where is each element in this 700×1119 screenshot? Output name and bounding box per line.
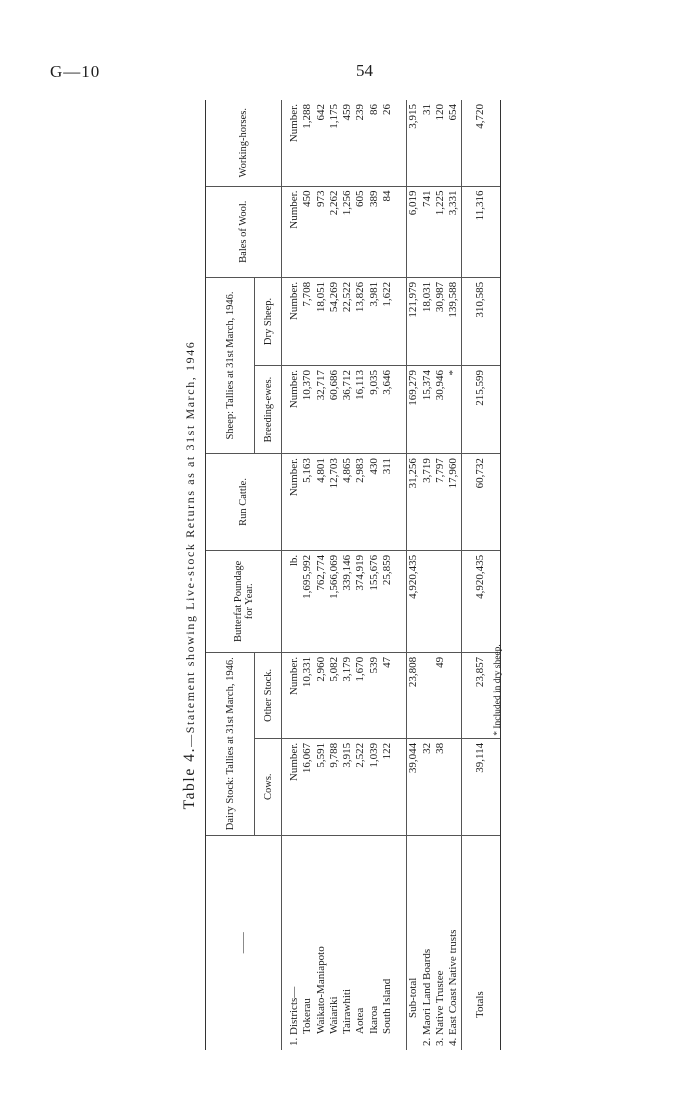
row-label: Aotea bbox=[354, 1007, 367, 1034]
table-cell: 2,983 bbox=[354, 454, 367, 551]
table-cell: 5,163 bbox=[301, 454, 314, 551]
table-cell: 18,031 bbox=[421, 277, 434, 365]
table-cell: 4,865 bbox=[341, 454, 354, 551]
table-cell: 10,370 bbox=[301, 365, 314, 453]
unit-cell: Number. bbox=[282, 186, 302, 277]
table-cell: 9,035 bbox=[368, 365, 381, 453]
table-cell: 4,801 bbox=[315, 454, 328, 551]
table-cell: 121,979 bbox=[407, 277, 421, 365]
table-cell: 310,585 bbox=[461, 277, 500, 365]
table-cell: 7,708 bbox=[301, 277, 314, 365]
header-sheep-group: Sheep: Tallies at 31st March, 1946. bbox=[206, 277, 255, 453]
row-label: Waiariki bbox=[327, 996, 340, 1034]
table-cell: 49 bbox=[434, 652, 447, 738]
table-cell: 31 bbox=[421, 100, 434, 186]
header-butterfat: Butterfat Poundage for Year. bbox=[206, 550, 282, 652]
rotated-table-block bbox=[175, 100, 520, 1050]
table-row bbox=[282, 100, 302, 1050]
table-cell: 605 bbox=[354, 186, 367, 277]
table-cell: 31,256 bbox=[407, 454, 421, 551]
row-label: Tairawhiti bbox=[341, 988, 354, 1034]
row-label: Sub-total bbox=[407, 835, 421, 1050]
table-cell: 1,695,992 bbox=[301, 550, 314, 652]
table-cell: 12,703 bbox=[328, 454, 341, 551]
table-cell bbox=[421, 550, 434, 652]
table-cell: 3,646 bbox=[381, 365, 394, 453]
table-cell: 16,067 bbox=[301, 738, 314, 835]
table-cell bbox=[447, 738, 461, 835]
table-cell: 47 bbox=[381, 652, 394, 738]
table-cell: 9,788 bbox=[328, 738, 341, 835]
table-cell: 4,920,435 bbox=[407, 550, 421, 652]
table-cell: 86 bbox=[368, 100, 381, 186]
table-cell: * bbox=[447, 365, 461, 453]
table-cell: 26 bbox=[381, 100, 394, 186]
header-other-stock: Other Stock. bbox=[255, 652, 282, 738]
table-cell: 2,522 bbox=[354, 738, 367, 835]
table-cell: 2,960 bbox=[315, 652, 328, 738]
table-row bbox=[394, 100, 407, 1050]
table-cell: 389 bbox=[368, 186, 381, 277]
table-cell: 3,719 bbox=[421, 454, 434, 551]
table-row bbox=[421, 100, 434, 1050]
unit-cell: Number. bbox=[282, 738, 302, 835]
table-cell: 60,732 bbox=[461, 454, 500, 551]
table-cell: 5,082 bbox=[328, 652, 341, 738]
subtotal-row bbox=[407, 100, 421, 1050]
table-cell: 17,960 bbox=[447, 454, 461, 551]
table-cell: 32 bbox=[421, 738, 434, 835]
table-cell: 16,113 bbox=[354, 365, 367, 453]
table-row bbox=[354, 100, 367, 1050]
row-label: 2. Maori Land Boards bbox=[420, 948, 433, 1046]
header-run-cattle: Run Cattle. bbox=[206, 454, 282, 551]
table-cell: 374,919 bbox=[354, 550, 367, 652]
table-cell: 973 bbox=[315, 186, 328, 277]
table-cell: 2,262 bbox=[328, 186, 341, 277]
table-cell: 339,146 bbox=[341, 550, 354, 652]
row-label: 3. Native Trustee bbox=[433, 970, 446, 1046]
livestock-table bbox=[205, 100, 501, 1050]
header-working-horses: Working-horses. bbox=[206, 100, 282, 186]
table-cell: 3,915 bbox=[407, 100, 421, 186]
table-cell: 30,946 bbox=[434, 365, 447, 453]
table-cell: 3,915 bbox=[341, 738, 354, 835]
table-cell: 139,588 bbox=[447, 277, 461, 365]
table-cell: 22,522 bbox=[341, 277, 354, 365]
row-label: South Island bbox=[381, 978, 394, 1034]
unit-cell: Number. bbox=[282, 454, 302, 551]
table-title bbox=[175, 100, 205, 1050]
table-cell: 13,826 bbox=[354, 277, 367, 365]
table-cell: 539 bbox=[368, 652, 381, 738]
header-bales: Bales of Wool. bbox=[206, 186, 282, 277]
header-dry-sheep: Dry Sheep. bbox=[255, 277, 282, 365]
table-cell: 23,857 bbox=[461, 652, 500, 738]
page-number: 54 bbox=[356, 61, 373, 80]
table-cell: 459 bbox=[341, 100, 354, 186]
unit-cell: Number. bbox=[282, 277, 302, 365]
table-cell: 1,622 bbox=[381, 277, 394, 365]
table-cell: 38 bbox=[434, 738, 447, 835]
table-row bbox=[315, 100, 328, 1050]
table-cell: 3,179 bbox=[341, 652, 354, 738]
table-cell: 120 bbox=[434, 100, 447, 186]
table-cell: 1,039 bbox=[368, 738, 381, 835]
table-cell: 654 bbox=[447, 100, 461, 186]
table-cell: 762,774 bbox=[315, 550, 328, 652]
table-cell: 10,331 bbox=[301, 652, 314, 738]
table-cell: 5,591 bbox=[315, 738, 328, 835]
table-cell: 239 bbox=[354, 100, 367, 186]
table-cell: 1,670 bbox=[354, 652, 367, 738]
table-row bbox=[447, 100, 461, 1050]
row-label: Ikaroa bbox=[367, 1005, 380, 1034]
districts-label: 1. Districts— bbox=[288, 986, 300, 1046]
table-cell: 3,981 bbox=[368, 277, 381, 365]
table-row bbox=[328, 100, 341, 1050]
table-cell: 60,686 bbox=[328, 365, 341, 453]
table-cell: 215,599 bbox=[461, 365, 500, 453]
table-title-text: —Statement showing Live-stock Returns as at 31st March, 1946 bbox=[183, 340, 197, 747]
table-cell: 311 bbox=[381, 454, 394, 551]
table-cell bbox=[447, 652, 461, 738]
row-label: Totals bbox=[461, 835, 500, 1050]
unit-cell: Number. bbox=[282, 100, 302, 186]
table-cell: 1,175 bbox=[328, 100, 341, 186]
header-label: —— bbox=[206, 835, 282, 1050]
table-cell: 1,566,069 bbox=[328, 550, 341, 652]
table-cell: 450 bbox=[301, 186, 314, 277]
table-cell: 430 bbox=[368, 454, 381, 551]
table-cell: 1,288 bbox=[301, 100, 314, 186]
table-cell: 741 bbox=[421, 186, 434, 277]
table-row bbox=[301, 100, 314, 1050]
header-cows: Cows. bbox=[255, 738, 282, 835]
table-cell: 6,019 bbox=[407, 186, 421, 277]
table-cell: 23,808 bbox=[407, 652, 421, 738]
row-label: 4. East Coast Native trusts bbox=[447, 929, 460, 1046]
table-cell: 36,712 bbox=[341, 365, 354, 453]
table-cell: 169,279 bbox=[407, 365, 421, 453]
table-cell: 11,316 bbox=[461, 186, 500, 277]
header-breeding-ewes: Breeding-ewes. bbox=[255, 365, 282, 453]
unit-cell: lb. bbox=[282, 550, 302, 652]
table-cell: 642 bbox=[315, 100, 328, 186]
table-cell: 4,720 bbox=[461, 100, 500, 186]
table-cell: 32,717 bbox=[315, 365, 328, 453]
unit-cell: Number. bbox=[282, 652, 302, 738]
table-cell bbox=[421, 652, 434, 738]
table-cell: 25,859 bbox=[381, 550, 394, 652]
table-row bbox=[434, 100, 447, 1050]
table-cell: 84 bbox=[381, 186, 394, 277]
table-cell: 155,676 bbox=[368, 550, 381, 652]
unit-cell: Number. bbox=[282, 365, 302, 453]
table-row bbox=[368, 100, 381, 1050]
table-cell: 122 bbox=[381, 738, 394, 835]
table-cell: 18,051 bbox=[315, 277, 328, 365]
table-cell: 1,256 bbox=[341, 186, 354, 277]
row-label: Waikato-Maniapoto bbox=[314, 946, 327, 1034]
page-reference: G—10 bbox=[50, 62, 101, 81]
table-cell bbox=[434, 550, 447, 652]
table-cell: 3,331 bbox=[447, 186, 461, 277]
table-cell: 54,269 bbox=[328, 277, 341, 365]
table-footnote: * Included in dry sheep. bbox=[493, 644, 503, 736]
header-dairy-group: Dairy Stock: Tallies at 31st March, 1946. bbox=[206, 652, 255, 835]
table-cell bbox=[447, 550, 461, 652]
table-cell: 1,225 bbox=[434, 186, 447, 277]
table-cell: 7,797 bbox=[434, 454, 447, 551]
table-cell: 15,374 bbox=[421, 365, 434, 453]
table-cell: 39,044 bbox=[407, 738, 421, 835]
table-cell: 4,920,435 bbox=[461, 550, 500, 652]
table-row bbox=[381, 100, 394, 1050]
table-cell: 39,114 bbox=[461, 738, 500, 835]
table-cell: 30,987 bbox=[434, 277, 447, 365]
table-row bbox=[341, 100, 354, 1050]
table-title-prefix: Table 4. bbox=[181, 746, 198, 810]
row-label: Tokerau bbox=[301, 998, 314, 1034]
